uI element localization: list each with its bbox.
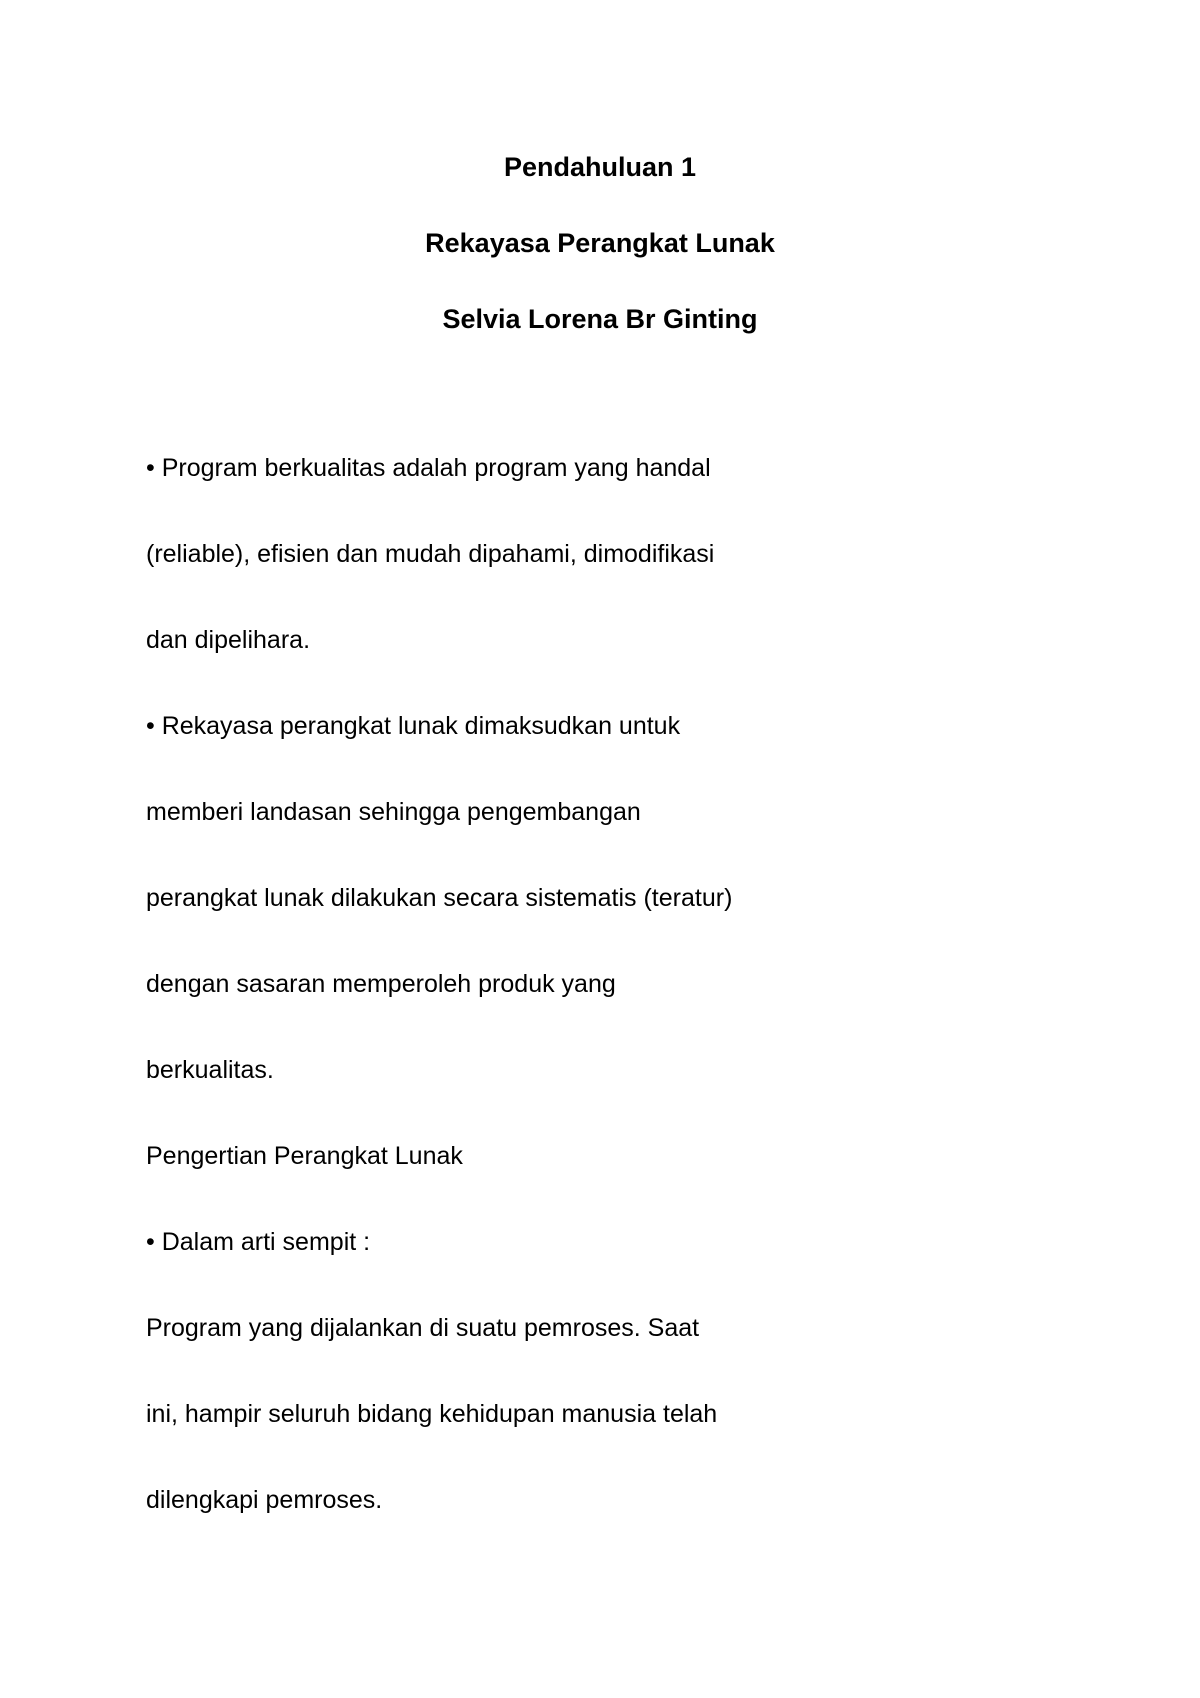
body-line: Program yang dijalankan di suatu pemroses. Saat (146, 1314, 700, 1342)
body-line: dan dipelihara. (146, 626, 311, 654)
body-line: memberi landasan sehingga pengembangan (146, 798, 641, 826)
body-line: • Program berkualitas adalah program yang handal (146, 454, 711, 482)
document-title: Pendahuluan 1 (503, 152, 697, 182)
body-line: perangkat lunak dilakukan secara sistematis (teratur) (146, 884, 733, 912)
body-line: dilengkapi pemroses. (146, 1486, 383, 1514)
section-heading: Pengertian Perangkat Lunak (146, 1142, 463, 1170)
body-line: dengan sasaran memperoleh produk yang (146, 970, 616, 998)
document-subject: Rekayasa Perangkat Lunak (425, 228, 775, 258)
body-line: (reliable), efisien dan mudah dipahami, dimodifikasi (146, 540, 715, 568)
body-line: • Rekayasa perangkat lunak dimaksudkan untuk (146, 712, 681, 740)
body-line: ini, hampir seluruh bidang kehidupan manusia telah (146, 1400, 718, 1428)
body-line: • Dalam arti sempit : (146, 1228, 371, 1256)
body-line: berkualitas. (146, 1056, 274, 1084)
document-author: Selvia Lorena Br Ginting (442, 304, 758, 334)
